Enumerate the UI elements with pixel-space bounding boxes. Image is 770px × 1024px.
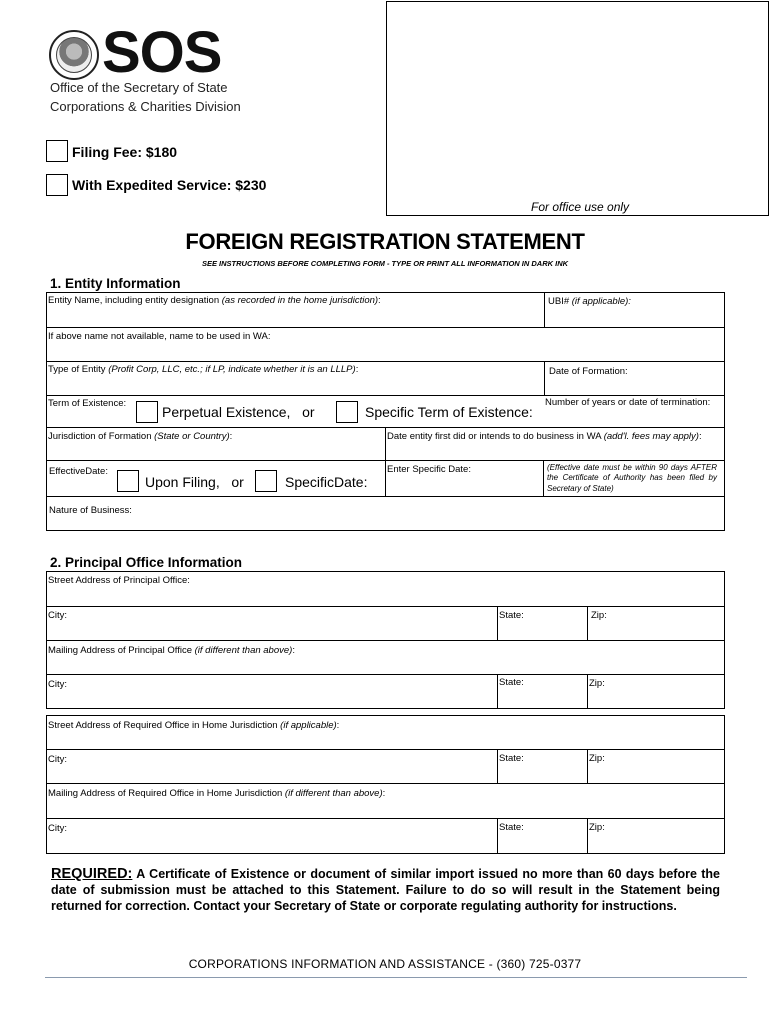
required-street-row[interactable]: Street Address of Required Office in Home Jurisdiction (if applicable): [46,715,725,750]
principal-mailing-city-row [46,674,725,709]
washington-portrait-icon [56,37,92,73]
required-notice [51,866,720,914]
state-field[interactable]: State: [497,819,587,853]
entity-name-field[interactable]: Entity Name, including entity designation (as recorded in the home jurisdiction): [48,295,381,306]
form-title: FOREIGN REGISTRATION STATEMENT [185,229,585,254]
date-formation-cell[interactable]: Date of Formation: [544,362,724,395]
expedited-fee-checkbox[interactable] [46,174,68,196]
ubi-cell[interactable]: UBI# (if applicable): [544,293,724,327]
wa-name-row[interactable] [46,327,725,362]
required-mailing-row[interactable]: Mailing Address of Required Office in Home Jurisdiction (if different than above): [46,783,725,819]
expedited-fee-label: With Expedited Service: $230 [72,177,267,193]
specific-date-checkbox[interactable] [255,470,277,492]
zip-field[interactable]: Zip: [587,750,724,783]
upon-filing-label: Upon Filing, or [145,474,244,490]
division-name: Corporations & Charities Division [50,99,241,114]
city-field[interactable]: City: [48,679,67,690]
required-mailing-city-row [46,818,725,854]
zip-field[interactable]: Zip: [587,675,724,708]
enter-date-cell[interactable]: Enter Specific Date: [385,461,544,496]
state-field[interactable]: State: [497,750,587,783]
filing-fee-label: Filing Fee: $180 [72,144,178,160]
term-row [46,395,725,428]
city-field[interactable]: City: [48,754,67,765]
footer-contact: CORPORATIONS INFORMATION AND ASSISTANCE - (360) 725-0377 [188,957,582,971]
section-2-heading: 2. Principal Office Information [50,555,243,570]
zip-field[interactable]: Zip: [587,607,724,640]
entity-name-row [46,292,725,328]
effective-date-label: EffectiveDate: [49,466,108,477]
entity-type-row [46,361,725,396]
form-subtitle: SEE INSTRUCTIONS BEFORE COMPLETING FORM - TYPE OR PRINT ALL INFORMATION IN DARK INK [201,259,569,268]
perpetual-checkbox[interactable] [136,401,158,423]
principal-street-row[interactable]: Street Address of Principal Office: [46,571,725,607]
state-seal [49,30,99,80]
required-text: A Certificate of Existence or document of similar import issued no more than 60 days before the date of submission must be attached to this Statement. Failure to do so will result in the Statement being returned for correction. Contact your Secretary of State or corporate regulating authority for instructions. [51,867,720,913]
effective-note-cell: (Effective date must be within 90 days AFTER the Certificate of Authority has been filed by Secretary of State) [543,461,724,496]
office-use-box [386,1,769,216]
term-label: Term of Existence: [48,398,127,409]
upon-filing-checkbox[interactable] [117,470,139,492]
office-use-note: For office use only [531,200,630,214]
principal-city-row [46,606,725,641]
required-city-row [46,749,725,784]
specific-date-label: SpecificDate: [285,474,368,490]
jurisdiction-field[interactable]: Jurisdiction of Formation (State or Country): [48,431,233,442]
perpetual-label: Perpetual Existence, or [162,404,315,420]
jurisdiction-row [46,427,725,461]
state-field[interactable]: State: [497,675,587,708]
required-label: REQUIRED: [51,866,133,882]
specific-term-label: Specific Term of Existence: [365,404,533,420]
city-field[interactable]: City: [48,823,67,834]
sos-logo: SOS [102,20,222,85]
termination-field[interactable]: Number of years or date of termination: [545,397,711,408]
filing-fee-checkbox[interactable] [46,140,68,162]
state-field[interactable]: State: [497,607,587,640]
specific-term-checkbox[interactable] [336,401,358,423]
zip-field[interactable]: Zip: [587,819,724,853]
city-field[interactable]: City: [48,610,67,621]
principal-mailing-row[interactable]: Mailing Address of Principal Office (if different than above): [46,640,725,675]
effective-date-row [46,460,725,497]
entity-type-field[interactable]: Type of Entity (Profit Corp, LLC, etc.; if LP, indicate whether it is an LLLP): [48,364,359,375]
footer-divider [45,977,747,978]
first-business-cell[interactable]: Date entity first did or intends to do business in WA (add'l. fees may apply): [385,428,724,460]
nature-business-label: Nature of Business: [49,505,132,516]
wa-name-label: If above name not available, name to be used in WA: [48,331,271,342]
nature-business-row[interactable] [46,496,725,531]
section-1-heading: 1. Entity Information [50,276,181,291]
office-name: Office of the Secretary of State [50,80,228,95]
